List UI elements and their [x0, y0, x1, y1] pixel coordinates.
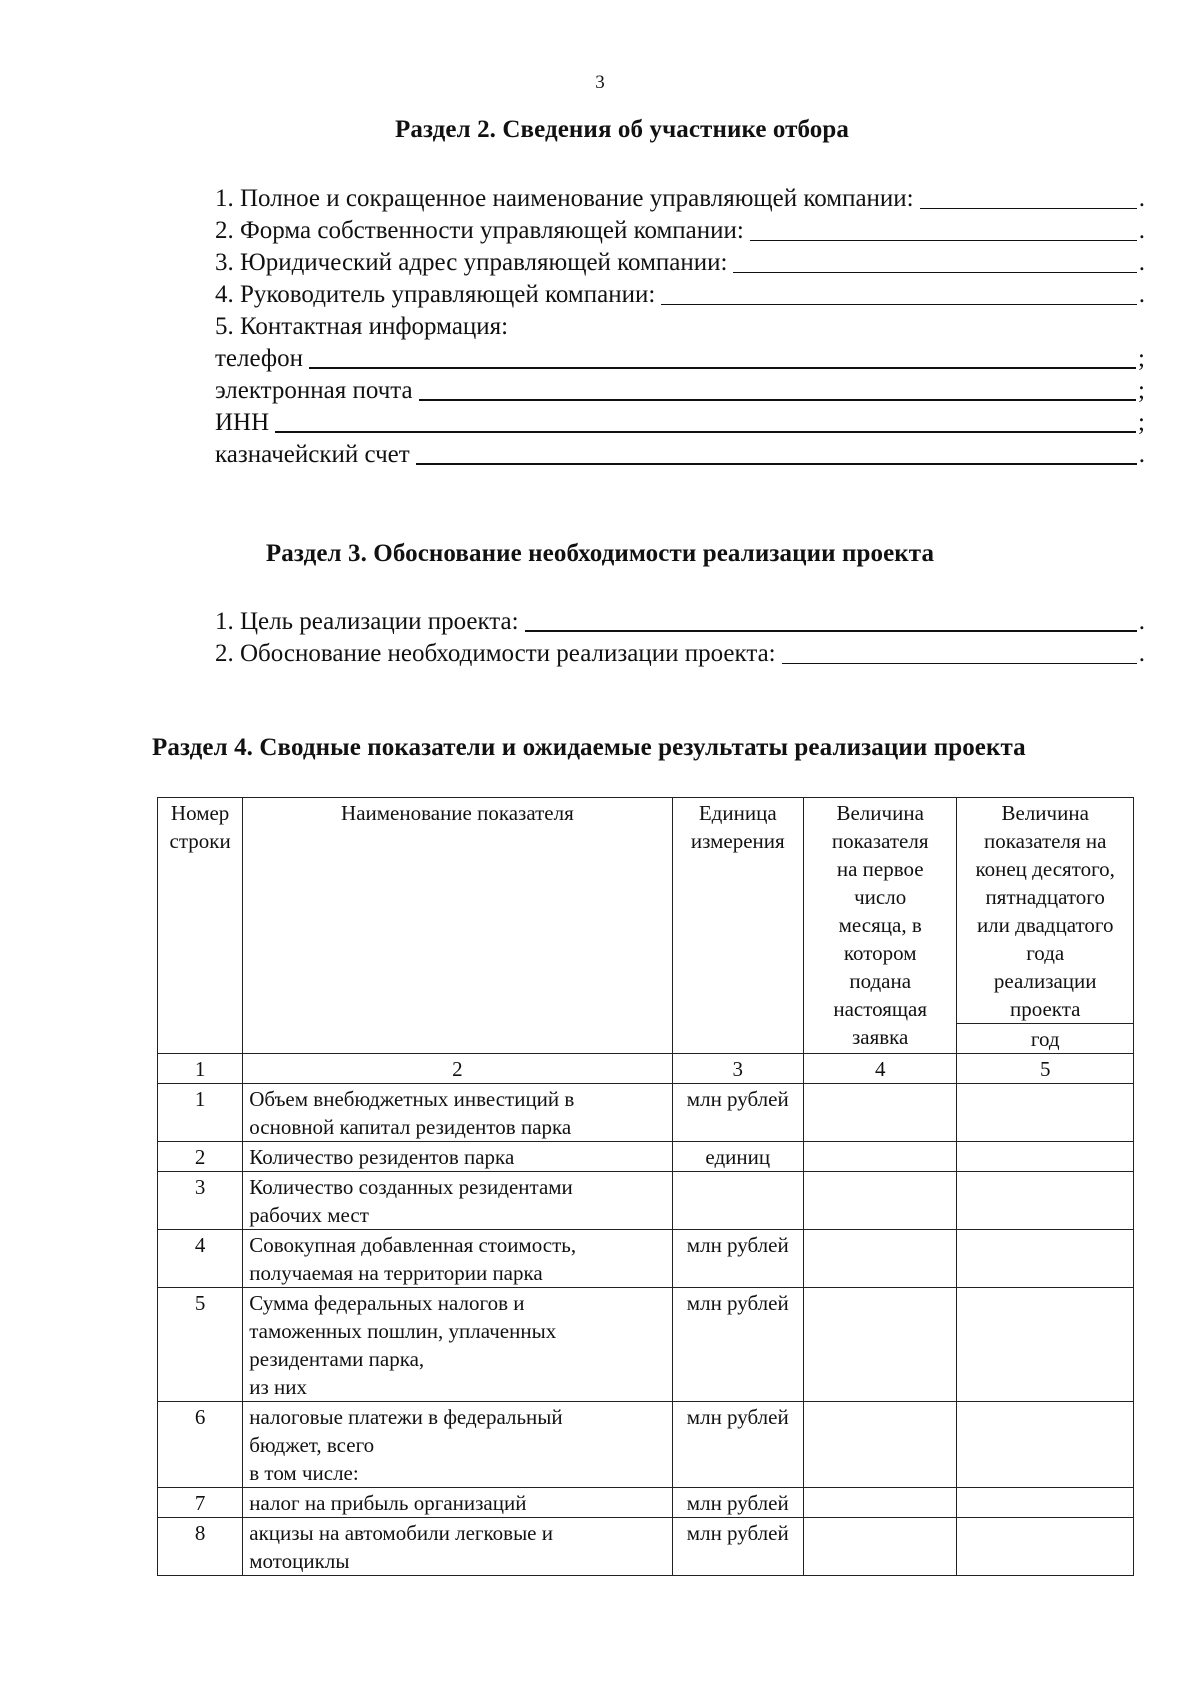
table-row: [158, 1518, 1134, 1576]
row-number: 8: [158, 1518, 243, 1576]
field-end-punct: ;: [1138, 377, 1145, 404]
table-row: [158, 1084, 1134, 1142]
field-label: телефон: [215, 345, 303, 372]
field-label: 1. Цель реализации проекта:: [215, 608, 519, 635]
row-indicator-name: Количество резидентов парка: [243, 1142, 672, 1172]
row-value-target-cell[interactable]: [957, 1230, 1134, 1288]
field-end-punct: .: [1138, 640, 1145, 667]
row-value-target-cell[interactable]: [957, 1172, 1134, 1230]
row-number: 3: [158, 1172, 243, 1230]
field-end-punct: .: [1138, 185, 1145, 212]
field-blank-line[interactable]: [750, 218, 1137, 241]
table-row: [158, 1402, 1134, 1488]
field-label: 3. Юридический адрес управляющей компании:: [215, 249, 728, 276]
table-row: [158, 1230, 1134, 1288]
row-indicator-name: налоговые платежи в федеральный бюджет, всего в том числе:: [243, 1402, 672, 1488]
row-unit: млн рублей: [672, 1518, 803, 1576]
table-row: [158, 1288, 1134, 1402]
row-value-target-cell[interactable]: [957, 1402, 1134, 1488]
row-value-current-cell[interactable]: [803, 1488, 956, 1518]
header-year: год: [957, 1024, 1134, 1054]
field-blank-line[interactable]: [920, 186, 1137, 209]
row-value-current-cell[interactable]: [803, 1230, 956, 1288]
row-indicator-name: Сумма федеральных налогов и таможенных пошлин, уплаченных резидентами парка, из них: [243, 1288, 672, 1402]
row-unit: млн рублей: [672, 1402, 803, 1488]
field-end-punct: .: [1138, 249, 1145, 276]
field-blank-line[interactable]: [416, 441, 1137, 465]
row-unit: единиц: [672, 1142, 803, 1172]
field-blank-line[interactable]: [733, 250, 1136, 273]
field-director: [215, 279, 1145, 309]
field-email: [215, 375, 1145, 405]
field-blank-line[interactable]: [525, 608, 1137, 632]
row-value-current-cell[interactable]: [803, 1084, 956, 1142]
field-label: казначейский счет: [215, 441, 410, 468]
table-row: [158, 1488, 1134, 1518]
field-treasury-account: [215, 439, 1145, 469]
field-blank-line[interactable]: [309, 345, 1136, 369]
row-number: 6: [158, 1402, 243, 1488]
section-4-title: Раздел 4. Сводные показатели и ожидаемые результаты реализации проекта: [152, 734, 1026, 761]
section-2-title: Раздел 2. Сведения об участнике отбора: [394, 116, 850, 143]
field-label: 5. Контактная информация:: [215, 313, 509, 340]
field-label: 2. Форма собственности управляющей компании:: [215, 217, 744, 244]
row-unit: млн рублей: [672, 1488, 803, 1518]
row-value-target-cell[interactable]: [957, 1488, 1134, 1518]
header-indicator-name: Наименование показателя: [243, 798, 672, 1054]
field-blank-line[interactable]: [275, 409, 1136, 433]
column-number: 5: [957, 1054, 1134, 1084]
row-value-current-cell[interactable]: [803, 1518, 956, 1576]
row-value-target-cell[interactable]: [957, 1142, 1134, 1172]
row-number: 7: [158, 1488, 243, 1518]
row-indicator-name: налог на прибыль организаций: [243, 1488, 672, 1518]
row-number: 5: [158, 1288, 243, 1402]
row-value-current-cell[interactable]: [803, 1288, 956, 1402]
field-contact-info-heading: [215, 311, 1145, 341]
header-unit: Единица измерения: [672, 798, 803, 1054]
column-number: 2: [243, 1054, 672, 1084]
field-end-punct: .: [1138, 441, 1145, 468]
field-label: 1. Полное и сокращенное наименование управляющей компании:: [215, 185, 914, 212]
field-end-punct: ;: [1138, 409, 1145, 436]
page-number: 3: [595, 72, 605, 93]
section-3-title: Раздел 3. Обоснование необходимости реализации проекта: [265, 540, 935, 567]
row-number: 4: [158, 1230, 243, 1288]
field-full-name: [215, 183, 1145, 213]
field-legal-address: [215, 247, 1145, 277]
field-inn: [215, 407, 1145, 437]
row-indicator-name: Количество созданных резидентами рабочих мест: [243, 1172, 672, 1230]
column-number: 4: [803, 1054, 956, 1084]
column-number: 3: [672, 1054, 803, 1084]
row-unit: млн рублей: [672, 1084, 803, 1142]
row-value-current-cell[interactable]: [803, 1172, 956, 1230]
field-end-punct: ;: [1138, 345, 1145, 372]
row-indicator-name: акцизы на автомобили легковые и мотоциклы: [243, 1518, 672, 1576]
table-header-row: [158, 798, 1134, 1024]
table-row: [158, 1142, 1134, 1172]
table-row: [158, 1172, 1134, 1230]
field-label: электронная почта: [215, 377, 413, 404]
field-end-punct: .: [1138, 281, 1145, 308]
row-unit: млн рублей: [672, 1288, 803, 1402]
row-number: 1: [158, 1084, 243, 1142]
row-number: 2: [158, 1142, 243, 1172]
field-blank-line[interactable]: [782, 641, 1137, 664]
field-project-justification: [215, 638, 1145, 668]
header-value-target: Величина показателя на конец десятого, пятнадцатого или двадцатого года реализации проекта: [957, 798, 1134, 1024]
table-column-numbers-row: [158, 1054, 1134, 1084]
header-value-current: Величина показателя на первое число месяца, в котором подана настоящая заявка: [803, 798, 956, 1054]
row-value-target-cell[interactable]: [957, 1288, 1134, 1402]
field-ownership-form: [215, 215, 1145, 245]
field-phone: [215, 343, 1145, 373]
header-row-number: Номер строки: [158, 798, 243, 1054]
column-number: 1: [158, 1054, 243, 1084]
field-project-goal: [215, 606, 1145, 636]
field-blank-line[interactable]: [419, 377, 1136, 401]
field-label: 2. Обоснование необходимости реализации проекта:: [215, 640, 776, 667]
field-blank-line[interactable]: [661, 282, 1136, 305]
row-unit: [672, 1172, 803, 1230]
row-indicator-name: Объем внебюджетных инвестиций в основной капитал резидентов парка: [243, 1084, 672, 1142]
row-value-current-cell[interactable]: [803, 1142, 956, 1172]
indicators-table: [157, 797, 1134, 1576]
row-value-target-cell[interactable]: [957, 1518, 1134, 1576]
row-indicator-name: Совокупная добавленная стоимость, получаемая на территории парка: [243, 1230, 672, 1288]
row-unit: млн рублей: [672, 1230, 803, 1288]
field-end-punct: .: [1138, 608, 1145, 635]
field-label: ИНН: [215, 409, 270, 436]
row-value-current-cell[interactable]: [803, 1402, 956, 1488]
row-value-target-cell[interactable]: [957, 1084, 1134, 1142]
field-label: 4. Руководитель управляющей компании:: [215, 281, 656, 308]
field-end-punct: .: [1138, 217, 1145, 244]
